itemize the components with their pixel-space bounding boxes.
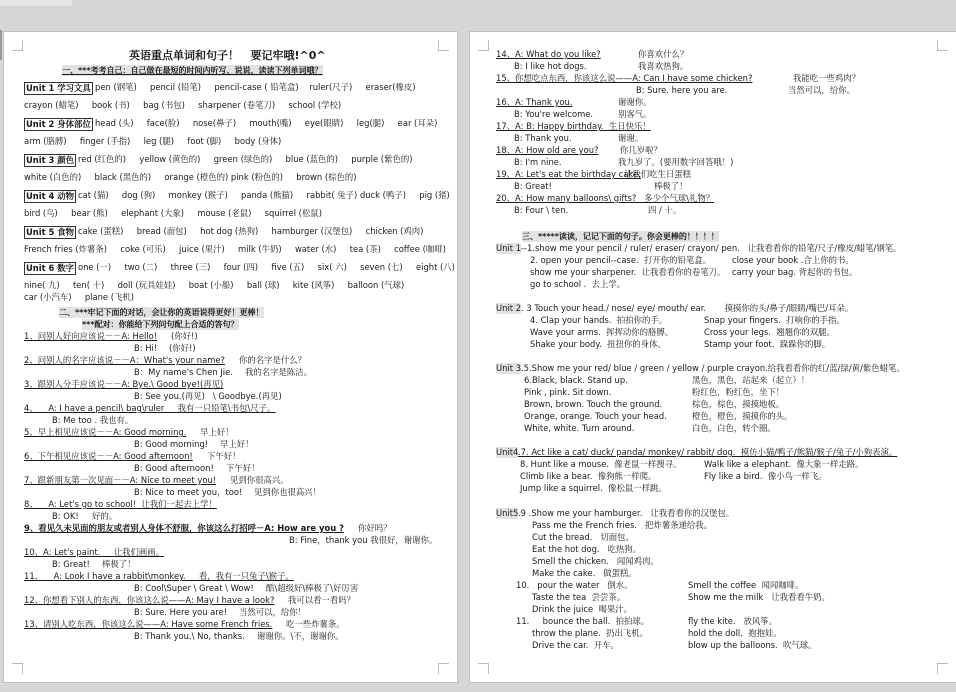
page-corner-mark	[478, 40, 489, 51]
sentence-translation: Smell the coffee 闻闻咖啡。	[688, 580, 804, 590]
dialog-question: 11、 A: Look I have a rabbit\monkey. 看，我有一只兔子\猴子。	[24, 571, 294, 581]
dialog-question-translation: (你好!)	[171, 331, 198, 341]
sentence-line: White, white. Turn around.	[524, 423, 635, 433]
sentence-line: Taste the tea 尝尝茶。	[532, 592, 626, 602]
vocab-line: bird (鸟) bear (熊) elephant (大象) mouse (老鼠) squirrel (松鼠)	[24, 208, 322, 218]
dialog-question: 13、请别人吃东西，你该这么说——A: Have some French fries.	[24, 619, 273, 629]
sentence-line: 8. Hunt like a mouse. 像老鼠一样搜寻。	[520, 459, 682, 469]
page-corner-mark	[12, 40, 23, 51]
sentence-translation: Stamp your foot. 跺跺你的脚。	[704, 339, 831, 349]
unit-label: Unit 3	[496, 363, 522, 373]
dialog-question: 1、问别人好向应该说－－A: Hello!	[24, 331, 158, 341]
sentence-translation: 橙色，橙色，摸摸你的头。	[692, 411, 793, 421]
sentence-line: Wave your arms. 挥挥动你的胳膊。	[530, 327, 674, 337]
dialog-answer: B: I like hot dogs.	[514, 61, 587, 71]
sentence-line: throw the plane. 扔出飞机。	[532, 628, 648, 638]
dialog-question: 6、下午相见应该说－－A: Good afternoon!	[24, 451, 193, 461]
dialog-question: 16、A: Thank you.	[496, 97, 573, 107]
dialog-question: 20、A: How many balloons\ gifts? 多少个气球\礼物？	[496, 193, 715, 203]
dialog-answer: B: See you.(再见) \ Goodbye.(再见)	[134, 391, 282, 401]
dialog-answer-translation: 当然可以，给你！	[239, 607, 306, 617]
dialog-answer: B: Thank you.	[514, 133, 572, 143]
dialog-answer-translation: 谢谢你。\不，谢谢你。	[257, 631, 344, 641]
sentence-line: go to school . 去上学。	[530, 279, 626, 289]
sentence-translation: close your book .合上你的书。	[732, 255, 854, 265]
document-title: 英语重点单词和句子！ 要记牢哦!^0^	[129, 49, 326, 62]
dialog-answer: B: Four \ ten.	[514, 205, 569, 215]
unit-label: Unit 2	[496, 303, 522, 313]
dialog-answer-translation: 棒极了！	[102, 559, 136, 569]
page-corner-mark	[438, 663, 449, 674]
sentence-line: Shake your body. 扭扭你的身体。	[530, 339, 666, 349]
sentence-translation: 棕色，棕色，摸摸地板。	[692, 399, 785, 409]
dialog-answer-translation: 四 / 十。	[648, 205, 682, 215]
unit-label: Unit 4 动物	[26, 191, 75, 201]
dialog-answer-translation: 当然可以，给你。	[788, 85, 855, 95]
dialog-question: 9、看见久未见面的朋友或者别人身体不舒服，你该这么打招呼－A: How are you ?	[24, 523, 344, 533]
page-corner-mark	[937, 663, 948, 674]
dialog-question: 3、跟别人分手应该说－－A: Bye.\ Good bye!(再见)	[24, 379, 224, 389]
dialog-question-translation: 见到你很高兴。	[230, 475, 289, 485]
dialog-question: 4、 A: I have a pencil\ bag\ruler 我有一只铅笔\书包\尺子。	[24, 403, 276, 413]
dialog-answer: B: You're welcome.	[514, 109, 594, 119]
dialog-question: 17、A: B: Happy birthday. 生日快乐！	[496, 121, 651, 131]
dialog-answer-translation: 我喜欢热狗。	[638, 61, 689, 71]
page-corner-mark	[937, 40, 948, 51]
sentence-line: .9 .Show me your hamburger. 让我看看你的汉堡包。	[518, 508, 735, 518]
sentence-translation: hold the doll. 抱抱娃。	[688, 628, 782, 638]
dialog-answer: B: Great!	[52, 559, 90, 569]
sentence-line: Eat the hot dog. 吃热狗。	[532, 544, 642, 554]
dialog-answer-translation: (你好!)	[169, 343, 196, 353]
sentence-translation: Cross your legs. 翘翘你的双腿。	[704, 327, 835, 337]
unit-label: Unit 6 数字	[26, 263, 75, 273]
dialog-question: 18、A: How old are you?	[496, 145, 599, 155]
sentence-translation: carry your bag. 背起你的书包。	[732, 267, 858, 277]
dialog-answer-translation: 早上好！	[220, 439, 254, 449]
sentence-line: Drink the juice 喝果汁。	[532, 604, 632, 614]
dialog-answer-translation: 见到你也很高兴！	[254, 487, 321, 497]
unit-label: Unit 3 颜色	[26, 155, 75, 165]
sentence-line: Drive the car. 开车。	[532, 640, 619, 650]
dialog-answer: B: Good morning!	[134, 439, 209, 449]
unit-label: Unit 2 身体部位	[26, 119, 91, 129]
sentence-translation: 粉红色，粉红色，坐下！	[692, 387, 785, 397]
sentence-translation: Walk like a elephant. 像大象一样走路。	[704, 459, 864, 469]
left-ruler-marker	[0, 30, 2, 60]
dialog-answer: B: Me too . 我也有。	[52, 415, 134, 425]
dialog-answer: B: Thank you.\ No, thanks.	[134, 631, 245, 641]
dialog-question: 10、A: Let's paint. 让我们画画。	[24, 547, 164, 557]
dialog-question-translation: 下午好！	[207, 451, 241, 461]
sentence-translation: 白色，白色，转个圈。	[692, 423, 776, 433]
page-corner-mark	[438, 40, 449, 51]
dialog-answer-translation: 谢谢。	[618, 133, 644, 143]
dialog-answer: B: Hi!	[134, 343, 158, 353]
dialog-question-translation: 你几岁啦？	[620, 145, 662, 155]
dialog-answer: B: Nice to meet you，too!	[134, 487, 243, 497]
document-tab[interactable]	[0, 0, 72, 6]
dialog-answer-translation: 我的名字是陈洁。	[245, 367, 312, 377]
sentence-line: Jump like a squirrel. 像松鼠一样跳。	[520, 483, 667, 493]
dialog-question: 8、 A: Let's go to school! 让我们一起去上学！	[24, 499, 217, 509]
dialog-answer: B: Sure. here you are.	[636, 85, 728, 95]
vocab-line: car (小汽车) plane (飞机)	[24, 292, 134, 302]
unit-label: Unit 5 食物	[26, 227, 75, 237]
dialog-answer: B：My name's Chen Jie.	[134, 367, 233, 377]
sentence-line: 4. Clap your hands. 拍拍你的手。	[530, 315, 668, 325]
page-corner-mark	[12, 663, 23, 674]
vocab-line: pen (钢笔) pencil (铅笔) pencil-case ( 铅笔盒) ruler(尺子) eraser(橡皮)	[95, 82, 416, 92]
dialog-question-translation: 我可以看一看吗？	[288, 595, 355, 605]
dialog-answer: B: Fine，thank you 我很好，谢谢你。	[289, 535, 438, 545]
sentence-line: Make the cake. 做蛋糕。	[532, 568, 637, 578]
vocab-line: cat (猫) dog (狗) monkey (猴子) panda (熊猫) rabbit( 兔子) duck (鸭子) pig (猪)	[78, 190, 450, 200]
dialog-question-translation: 吃一些炸薯条。	[286, 619, 345, 629]
sentence-translation: Show me the milk 让我看看牛奶。	[688, 592, 830, 602]
dialog-answer-translation: 别客气。	[618, 109, 652, 119]
vocab-line: crayon (蜡笔) book (书) bag (书包) sharpener (卷笔刀) school (学校)	[24, 100, 342, 110]
dialog-question-translation: 你好吗？	[358, 523, 392, 533]
section-1-heading: 一、***考考自己：自己做在最短的时间内听写、说说、读读下列单词哦？	[62, 66, 323, 75]
page-1	[3, 31, 458, 683]
vocab-line: arm (胳膊) finger (手指) leg (腿) foot (脚) body (身体)	[24, 136, 282, 146]
vocab-line: French fries (炸薯条) coke (可乐) juice (果汁) milk (牛奶) water (水) tea (茶) coffee (咖啡)	[24, 244, 446, 254]
sentence-line: Smell the chicken. 闻闻鸡肉。	[532, 556, 659, 566]
vocab-line: one (一) two (二) three (三) four (四) five (五) six( 六) seven (七) eight (八)	[78, 262, 455, 272]
dialog-answer-translation: 酷\超级好\棒极了\好厉害	[266, 583, 359, 593]
toolbar-area	[0, 0, 956, 30]
sentence-translation: fly the kite. 放风筝。	[688, 616, 778, 626]
dialog-answer-translation: 棒极了！	[654, 181, 688, 191]
sentence-line: Orange, orange. Touch your head.	[524, 411, 667, 421]
sentence-line: Brown, brown. Touch the ground.	[524, 399, 663, 409]
dialog-answer: B: Cool\Super \ Great \ Wow!	[134, 583, 254, 593]
unit-label: Unit 1 学习文具	[26, 83, 91, 93]
dialog-question-translation: 我能吃一些鸡肉？	[793, 73, 860, 83]
vocab-line: white (白色的) black (黑色的) orange (橙色的) pink (粉色的) brown (棕色的)	[24, 172, 357, 182]
unit-label: Unit5	[496, 508, 519, 518]
dialog-question-translation: 让我们吃生日蛋糕	[624, 169, 691, 179]
sentence-line: 10. pour the water 倒水。	[516, 580, 633, 590]
sentence-translation: Fly like a bird. 像小鸟一样飞。	[704, 471, 827, 481]
dialog-question: 15、你想吃点东西，你该这么说——A: Can I have some chicken?	[496, 73, 753, 83]
unit-label: Unit4	[496, 447, 519, 457]
page-corner-mark	[478, 663, 489, 674]
dialog-question: 5、早上相见应该说－－A: Good morning.	[24, 427, 187, 437]
section-2-heading: 二、***牢记下面的对话，会让你的英语说得更好！更棒！	[59, 308, 264, 317]
dialog-question-translation: 你的名字是什么？	[239, 355, 306, 365]
dialog-question: 7、跟新朋友第一次见面－－A: Nice to meet you!	[24, 475, 217, 485]
dialog-question: 12、你想看下别人的东西，你该这么说——A: May I have a look?	[24, 595, 275, 605]
sentence-translation: Snap your fingers. 打响你的手指。	[704, 315, 845, 325]
sentence-line: --1.show me your pencil / ruler/ eraser/ crayon/ pen. 让我看看你的铅笔/尺子/橡皮/蜡笔/钢笔。	[521, 243, 902, 253]
section-3-heading: 三、*****读读，记记下面的句子。你会更棒的！！！！	[522, 232, 719, 241]
dialog-answer: B: Good afternoon!	[134, 463, 214, 473]
sentence-line: 6.Black, black. Stand up.	[524, 375, 628, 385]
sentence-line: Pink , pink. Sit down.	[524, 387, 612, 397]
dialog-answer: B: Sure. Here you are!	[134, 607, 228, 617]
dialog-answer: B: I'm nine.	[514, 157, 562, 167]
dialog-question: 14、A: What do you like?	[496, 49, 601, 59]
sentence-line: .7. Act like a cat/ duck/ panda/ monkey/ rabbit/ dog. 模仿小猫/鸭子/熊猫/猴子/兔子/小狗表演。	[518, 447, 898, 457]
sentence-line: .5.Show me your red/ blue / green / yellow / purple crayon.给我看看你的红/蓝/绿/黄/紫色蜡笔。	[521, 363, 905, 373]
sentence-line: show me your sharpener. 让我看看你的卷笔刀。	[530, 267, 726, 277]
vocab-line: red (红色的) yellow (黄色的) green (绿色的) blue (蓝色的) purple (紫色的)	[78, 154, 413, 164]
section-2-subheading: ***配对：你能给下列问句配上合适的答句？	[82, 320, 239, 329]
vocab-line: head (头) face(脸) nose(鼻子) mouth(嘴) eye(眼睛) leg(腿) ear (耳朵)	[95, 118, 438, 128]
dialog-answer: B: OK! 好的。	[52, 511, 118, 521]
dialog-answer-translation: 我九岁了。(要用数字回答哦！)	[618, 157, 734, 167]
sentence-line: . 3 Touch your head./ nose/ eye/ mouth/ ear. 摸摸你的头/鼻子/眼睛/嘴巴/耳朵。	[521, 303, 854, 313]
vocab-line: nine( 九) ten( 十) doll (玩具娃娃) boat (小船) ball (球) kite (风筝) balloon (气球)	[24, 280, 405, 290]
dialog-answer: B: Great!	[514, 181, 552, 191]
dialog-question: 19、A: Let's eat the birthday cake.	[496, 169, 641, 179]
dialog-answer-translation: 下午好！	[226, 463, 260, 473]
dialog-question-translation: 早上好！	[200, 427, 234, 437]
sentence-line: 11. bounce the ball. 拍拍球。	[516, 616, 650, 626]
sentence-line: 2. open your pencil--case. 打开你的铅笔盒。	[530, 255, 712, 265]
unit-label: Unit 1	[496, 243, 522, 253]
dialog-question-translation: 谢谢你。	[618, 97, 652, 107]
sentence-line: Climb like a bear. 像狗熊一样爬。	[520, 471, 657, 481]
sentence-line: Cut the bread. 切面包。	[532, 532, 634, 542]
vocab-line: cake (蛋糕) bread (面包) hot dog (热狗) hamburger (汉堡包) chicken (鸡肉)	[78, 226, 424, 236]
sentence-line: Pass me the French fries. 把炸薯条递给我。	[532, 520, 712, 530]
page-2	[469, 31, 956, 683]
sentence-translation: blow up the balloons. 吹气球。	[688, 640, 817, 650]
sentence-translation: 黑色，黑色，站起来（起立）！	[692, 375, 810, 385]
dialog-question-translation: 你喜欢什么？	[638, 49, 689, 59]
dialog-question: 2、问别人的名字应该说－－A：What's your name?	[24, 355, 225, 365]
